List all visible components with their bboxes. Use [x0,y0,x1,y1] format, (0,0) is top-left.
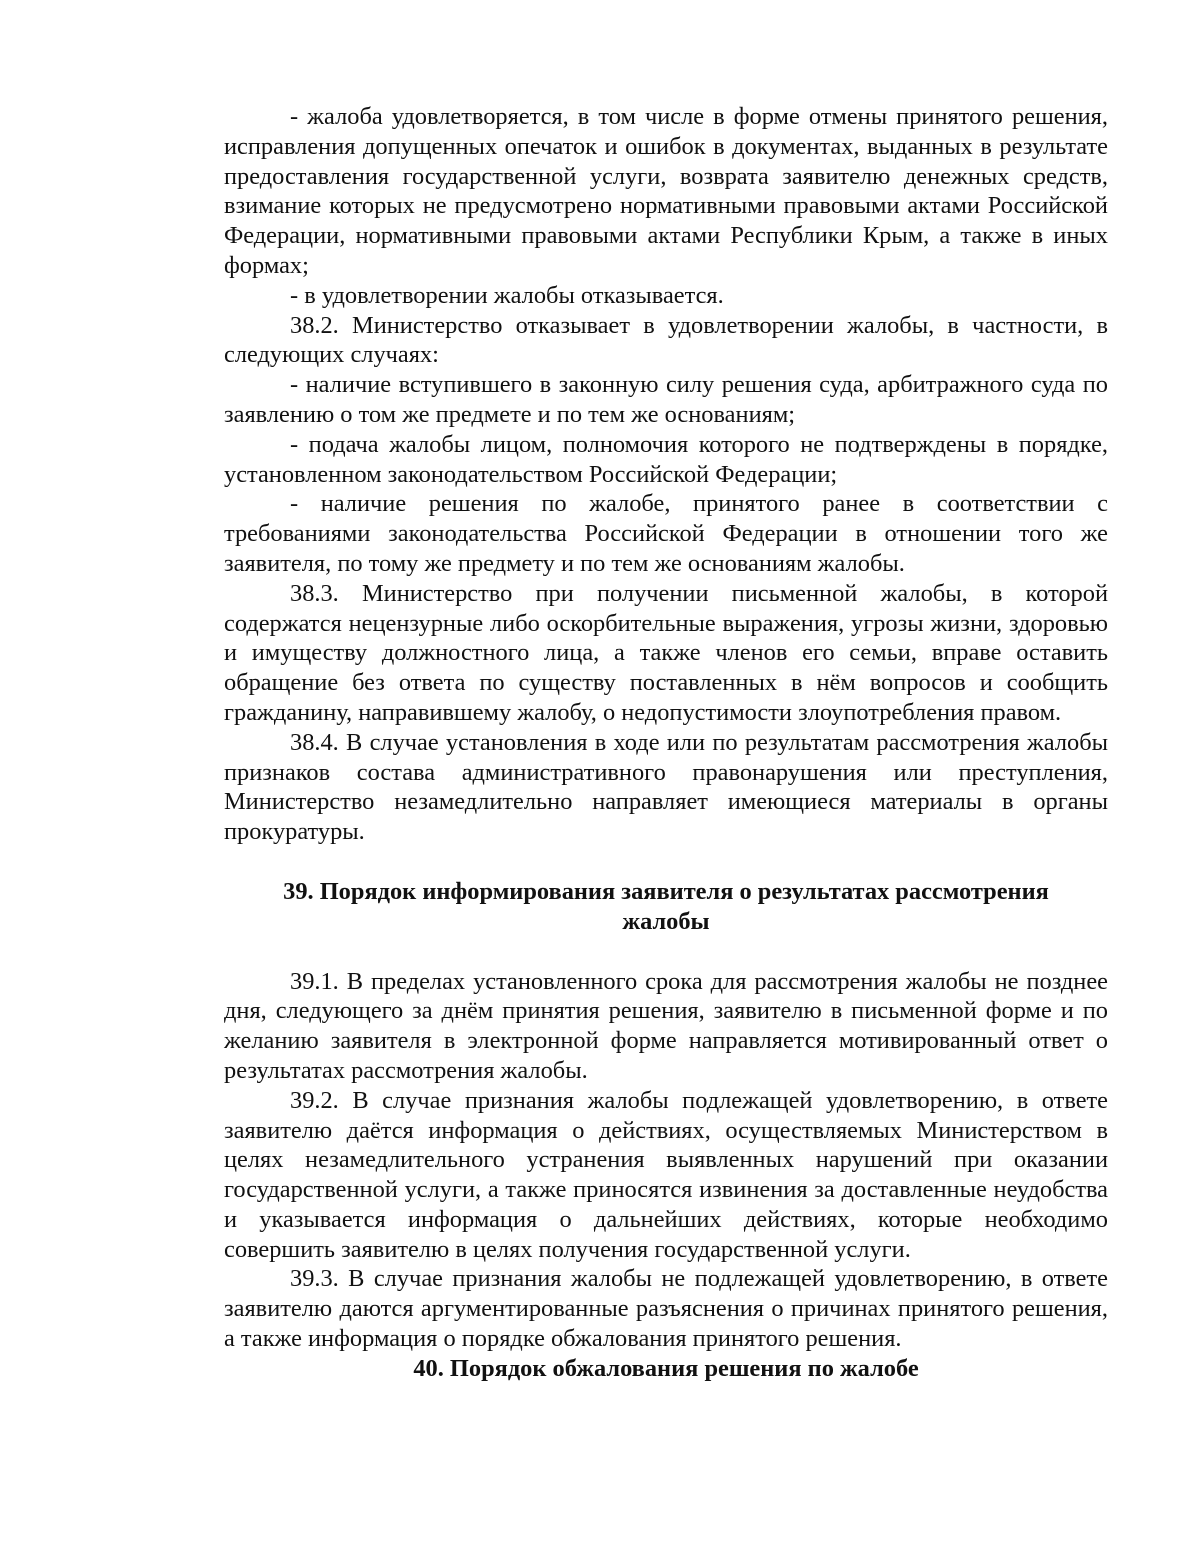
document-page [224,102,1108,1384]
paragraph-unauthorized-filer: - подача жалобы лицом, полномочия которого не подтверждены в порядке, установленном законодательством Российской Федерации; [224,430,1108,488]
paragraph-complaint-satisfied: - жалоба удовлетворяется, в том числе в форме отмены принятого решения, исправления допущенных опечаток и ошибок в документах, выданных в результате предоставления государственной услуги, возврата заявителю денежных средств, взимание которых не предусмотрено нормативными правовыми актами Российской Федерации, нормативными правовыми актами Республики Крым, а также в иных формах; [224,103,1108,279]
paragraph-38-2: 38.2. Министерство отказывает в удовлетворении жалобы, в частности, в следующих случаях: [224,311,1108,369]
paragraph-38-4: 38.4. В случае установления в ходе или по результатам рассмотрения жалобы признаков состава административного правонарушения или преступления, Министерство незамедлительно направляет имеющиеся материалы в органы прокуратуры. [224,728,1108,846]
paragraph-complaint-rejected: - в удовлетворении жалобы отказывается. [290,281,724,309]
section-heading-39: 39. Порядок информирования заявителя о результатах рассмотрения жалобы [283,877,1049,935]
paragraph-39-1: 39.1. В пределах установленного срока для рассмотрения жалобы не позднее дня, следующего за днём принятия решения, заявителю в письменной форме и по желанию заявителя в электронной форме направляется мотивированный ответ о результатах рассмотрения жалобы. [224,967,1108,1084]
paragraph-prior-decision: - наличие решения по жалобе, принятого ранее в соответствии с требованиями законодательства Российской Федерации в отношении того же заявителя, по тому же предмету и по тем же основаниям жалобы. [224,490,1108,577]
paragraph-39-3: 39.3. В случае признания жалобы не подлежащей удовлетворению, в ответе заявителю даются аргументированные разъяснения о причинах принятого решения, а также информация о порядке обжалования принятого решения. [224,1265,1108,1353]
paragraph-court-decision: - наличие вступившего в законную силу решения суда, арбитражного суда по заявлению о том же предмете и по тем же основаниям; [224,371,1108,428]
section-heading-40: 40. Порядок обжалования решения по жалобе [413,1354,919,1382]
paragraph-38-3: 38.3. Министерство при получении письменной жалобы, в которой содержатся нецензурные либо оскорбительные выражения, угрозы жизни, здоровью и имуществу должностного лица, а также членов его семьи, вправе оставить обращение без ответа по существу поставленных в нём вопросов и сообщить гражданину, направившему жалобу, о недопустимости злоупотребления правом. [224,579,1108,726]
paragraph-39-2: 39.2. В случае признания жалобы подлежащей удовлетворению, в ответе заявителю даётся информация о действиях, осуществляемых Министерством в целях незамедлительного устранения выявленных нарушений при оказании государственной услуги, а также приносятся извинения за доставленные неудобства и указывается информация о дальнейших действиях, которые необходимо совершить заявителю в целях получения государственной услуги. [224,1086,1108,1263]
